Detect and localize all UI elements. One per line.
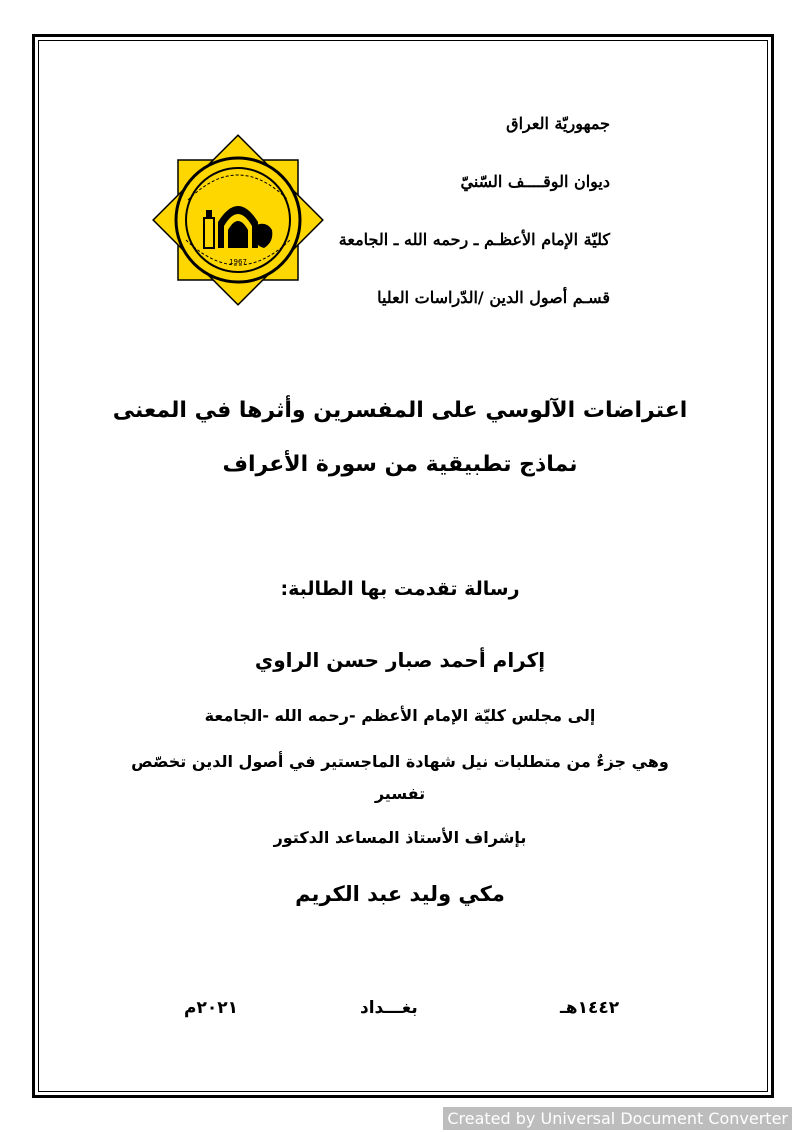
city: بغـــداد <box>360 998 418 1018</box>
thesis-title: اعتراضات الآلوسي على المفسرين وأثرها في المعنى <box>112 398 688 423</box>
date-hijri: ١٤٤٢هـ <box>560 998 620 1018</box>
submission-intro: رسالة تقدمت بها الطالبة: <box>280 578 520 600</box>
header-endowment: ديوان الوقــــف السّنيّ <box>460 172 610 191</box>
degree-purpose: وهي جزءٌ من متطلبات نيل شهادة الماجستير في أصول الدين تخصّص <box>131 752 669 771</box>
converter-watermark: Created by Universal Document Converter <box>443 1107 792 1130</box>
supervisor-name: مكي وليد عبد الكريم <box>295 882 505 906</box>
header-college: كليّة الإمام الأعظـم ـ رحمه الله ـ الجامعة <box>338 230 610 249</box>
thesis-subtitle: نماذج تطبيقية من سورة الأعراف <box>222 452 578 477</box>
submission-to: إلى مجلس كليّة الإمام الأعظم -رحمه الله -الجامعة <box>204 706 596 725</box>
university-logo <box>148 130 328 310</box>
header-country: جمهوريّة العراق <box>506 114 610 133</box>
logo-year: 1967 <box>229 258 247 266</box>
header-department: قسـم أصول الدين /الدّراسات العليا <box>377 288 610 307</box>
date-gregorian: ٢٠٢١م <box>184 998 238 1018</box>
student-name: إكرام أحمد صبار حسن الراوي <box>254 648 546 672</box>
supervision-label: بإشراف الأستاذ المساعد الدكتور <box>273 828 527 847</box>
degree-specialty: تفسير <box>374 784 426 803</box>
